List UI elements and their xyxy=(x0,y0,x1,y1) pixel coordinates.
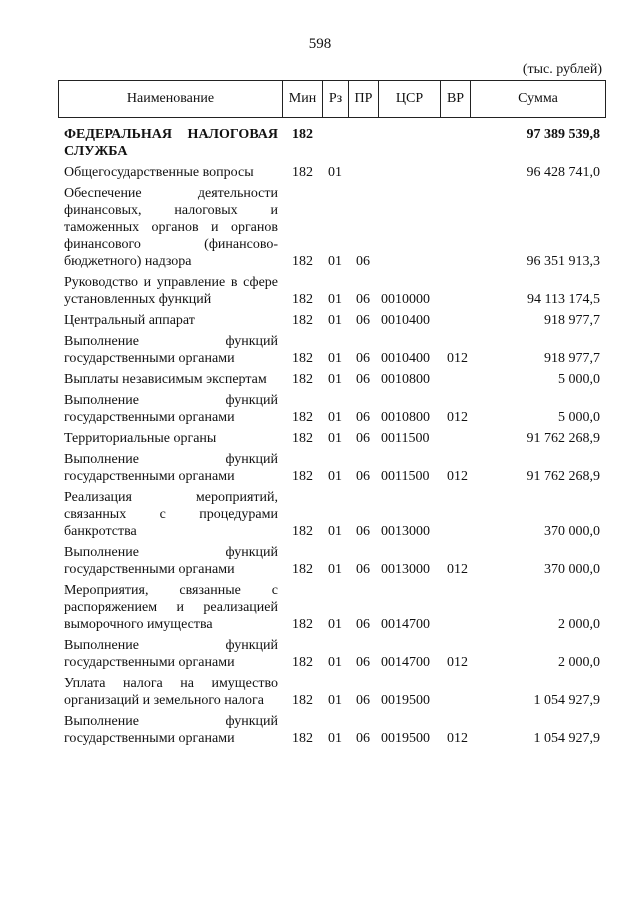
row-name: Выполнение функций государственными органами xyxy=(64,638,278,670)
table-row xyxy=(58,371,606,388)
header-rz: Рз xyxy=(323,81,349,117)
row-rz: 01 xyxy=(328,431,342,446)
row-rz: 01 xyxy=(328,372,342,387)
row-pr: 06 xyxy=(356,313,370,328)
table-row xyxy=(58,126,606,160)
row-rz: 01 xyxy=(328,693,342,708)
row-name: Реализация мероприятий, связанных с процедурами банкротства xyxy=(64,490,278,539)
table-row xyxy=(58,489,606,540)
header-vr: ВР xyxy=(441,81,471,117)
row-name: Уплата налога на имущество организаций и земельного налога xyxy=(64,676,278,708)
row-name: Центральный аппарат xyxy=(64,313,195,328)
row-csr: 0014700 xyxy=(381,617,430,632)
row-rz: 01 xyxy=(328,254,342,269)
row-rz: 01 xyxy=(328,562,342,577)
row-min: 182 xyxy=(292,524,313,539)
row-sum: 94 113 174,5 xyxy=(527,292,600,307)
row-pr: 06 xyxy=(356,254,370,269)
row-vr: 012 xyxy=(447,731,468,746)
page-number: 598 xyxy=(308,36,332,52)
row-sum: 1 054 927,9 xyxy=(533,731,600,746)
header-csr: ЦСР xyxy=(379,81,441,117)
row-name: Обеспечение деятельности финансовых, налоговых и таможенных органов и органов финансового (финансово-бюджетного) надзора xyxy=(64,186,278,269)
row-csr: 0019500 xyxy=(381,693,430,708)
row-pr: 06 xyxy=(356,410,370,425)
table-row xyxy=(58,274,606,308)
row-pr: 06 xyxy=(356,292,370,307)
row-vr: 012 xyxy=(447,469,468,484)
row-min: 182 xyxy=(292,372,313,387)
row-name: Выполнение функций государственными органами xyxy=(64,452,278,484)
row-sum: 918 977,7 xyxy=(544,351,600,366)
table-row xyxy=(58,333,606,367)
row-rz: 01 xyxy=(328,617,342,632)
row-vr: 012 xyxy=(447,351,468,366)
row-sum: 2 000,0 xyxy=(558,617,600,632)
row-csr: 0010800 xyxy=(381,372,430,387)
table-row xyxy=(58,675,606,709)
table-row xyxy=(58,451,606,485)
row-csr: 0013000 xyxy=(381,562,430,577)
row-pr: 06 xyxy=(356,372,370,387)
row-min: 182 xyxy=(292,431,313,446)
table-row xyxy=(58,637,606,671)
table-row xyxy=(58,312,606,329)
row-pr: 06 xyxy=(356,693,370,708)
header-min: Мин xyxy=(283,81,323,117)
row-name: Мероприятия, связанные с распоряжением и реализацией выморочного имущества xyxy=(64,583,278,632)
row-min: 182 xyxy=(292,410,313,425)
row-pr: 06 xyxy=(356,655,370,670)
row-min: 182 xyxy=(292,562,313,577)
row-name: ФЕДЕРАЛЬНАЯ НАЛОГОВАЯ СЛУЖБА xyxy=(64,127,278,159)
row-min: 182 xyxy=(292,693,313,708)
row-pr: 06 xyxy=(356,469,370,484)
row-rz: 01 xyxy=(328,655,342,670)
row-min: 182 xyxy=(292,292,313,307)
table-row xyxy=(58,430,606,447)
row-sum: 370 000,0 xyxy=(544,524,600,539)
row-rz: 01 xyxy=(328,410,342,425)
row-rz: 01 xyxy=(328,351,342,366)
table-header xyxy=(58,80,606,118)
header-name: Наименование xyxy=(59,81,283,117)
row-name: Выполнение функций государственными органами xyxy=(64,393,278,425)
row-min: 182 xyxy=(292,655,313,670)
row-csr: 0019500 xyxy=(381,731,430,746)
row-pr: 06 xyxy=(356,351,370,366)
row-name: Выплаты независимым экспертам xyxy=(64,372,267,387)
row-vr: 012 xyxy=(447,410,468,425)
row-sum: 96 428 741,0 xyxy=(526,165,600,180)
row-csr: 0010400 xyxy=(381,351,430,366)
row-sum: 97 389 539,8 xyxy=(526,127,600,142)
table-body xyxy=(58,122,606,747)
row-csr: 0014700 xyxy=(381,655,430,670)
row-sum: 1 054 927,9 xyxy=(533,693,600,708)
row-sum: 5 000,0 xyxy=(558,410,600,425)
row-min: 182 xyxy=(292,313,313,328)
row-vr: 012 xyxy=(447,655,468,670)
row-min: 182 xyxy=(292,731,313,746)
table-row xyxy=(58,164,606,181)
row-name: Выполнение функций государственными органами xyxy=(64,334,278,366)
row-min: 182 xyxy=(292,469,313,484)
row-sum: 370 000,0 xyxy=(544,562,600,577)
row-min: 182 xyxy=(292,351,313,366)
row-csr: 0010000 xyxy=(381,292,430,307)
row-sum: 5 000,0 xyxy=(558,372,600,387)
row-name: Выполнение функций государственными органами xyxy=(64,545,278,577)
row-rz: 01 xyxy=(328,313,342,328)
table-row xyxy=(58,713,606,747)
table-row xyxy=(58,185,606,270)
row-csr: 0011500 xyxy=(381,469,430,484)
row-pr: 06 xyxy=(356,562,370,577)
units-label: (тыс. рублей) xyxy=(522,62,602,77)
row-pr: 06 xyxy=(356,617,370,632)
row-name: Общегосударственные вопросы xyxy=(64,165,254,180)
row-pr: 06 xyxy=(356,731,370,746)
row-rz: 01 xyxy=(328,292,342,307)
row-pr: 06 xyxy=(356,431,370,446)
row-csr: 0011500 xyxy=(381,431,430,446)
table-row xyxy=(58,544,606,578)
row-sum: 2 000,0 xyxy=(558,655,600,670)
row-name: Территориальные органы xyxy=(64,431,217,446)
row-min: 182 xyxy=(292,254,313,269)
table-row xyxy=(58,392,606,426)
row-sum: 918 977,7 xyxy=(544,313,600,328)
row-sum: 91 762 268,9 xyxy=(526,431,600,446)
row-rz: 01 xyxy=(328,731,342,746)
row-csr: 0010400 xyxy=(381,313,430,328)
row-sum: 91 762 268,9 xyxy=(526,469,600,484)
header-sum: Сумма xyxy=(518,91,558,106)
row-sum: 96 351 913,3 xyxy=(526,254,600,269)
row-csr: 0013000 xyxy=(381,524,430,539)
row-min: 182 xyxy=(292,165,313,180)
row-rz: 01 xyxy=(328,165,342,180)
table-row xyxy=(58,582,606,633)
row-name: Выполнение функций государственными органами xyxy=(64,714,278,746)
row-rz: 01 xyxy=(328,469,342,484)
row-vr: 012 xyxy=(447,562,468,577)
row-name: Руководство и управление в сфере установленных функций xyxy=(64,275,278,307)
row-csr: 0010800 xyxy=(381,410,430,425)
row-pr: 06 xyxy=(356,524,370,539)
row-min: 182 xyxy=(292,617,313,632)
row-rz: 01 xyxy=(328,524,342,539)
row-min: 182 xyxy=(292,127,313,142)
header-pr: ПР xyxy=(349,81,379,117)
